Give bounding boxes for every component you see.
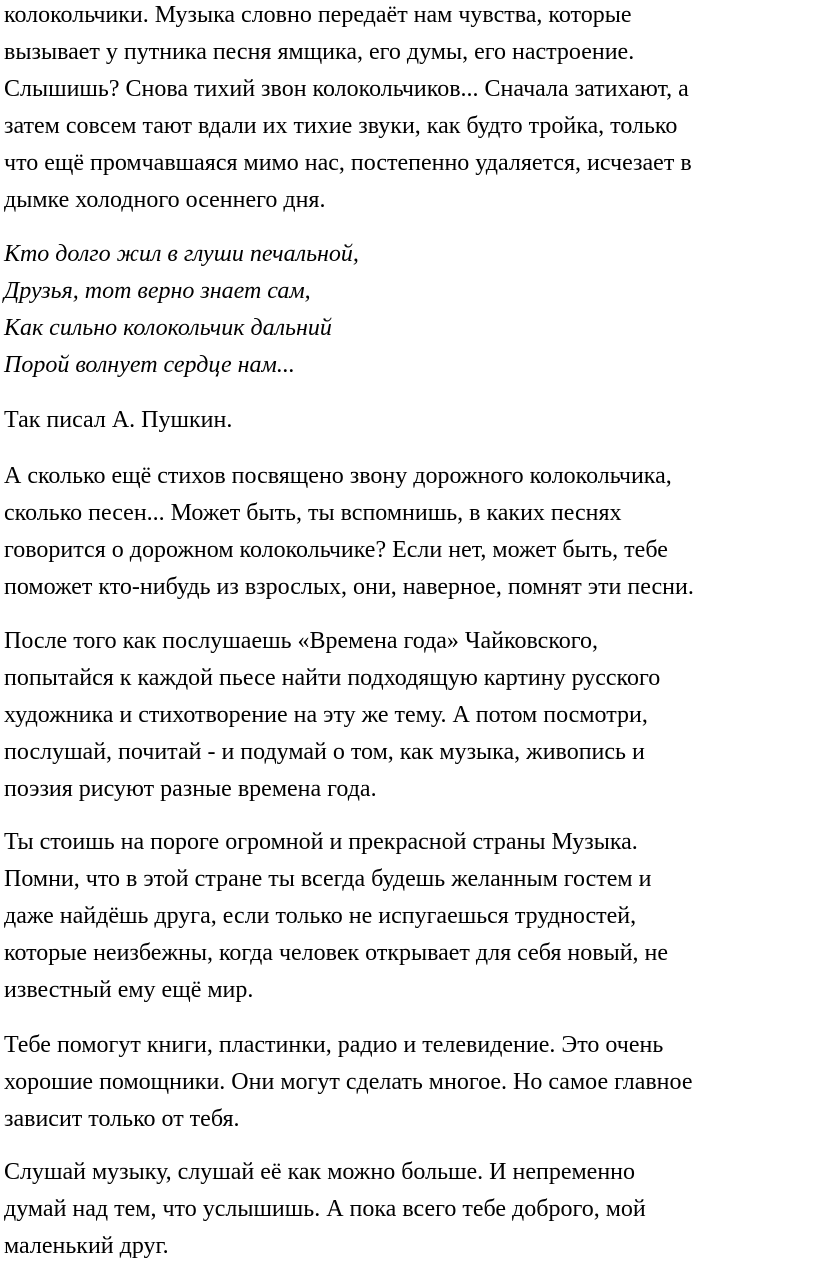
paragraph-farewell	[4, 1154, 816, 1265]
poem-line: Как сильно колокольчик дальний	[4, 315, 332, 341]
text-line: поможет кто-нибудь из взрослых, они, наверное, помнят эти песни.	[4, 574, 694, 600]
text-line: После того как послушаешь «Времена года» Чайковского,	[4, 628, 598, 654]
paragraph-intro	[4, 0, 816, 219]
text-line: Тебе помогут книги, пластинки, радио и телевидение. Это очень	[4, 1032, 664, 1058]
text-line: художника и стихотворение на эту же тему. А потом посмотри,	[4, 702, 648, 728]
text-line: говорится о дорожном колокольчике? Если нет, может быть, тебе	[4, 537, 668, 563]
paragraph-songs	[4, 458, 816, 606]
text-line: сколько песен... Может быть, ты вспомнишь, в каких песнях	[4, 500, 622, 526]
paragraph-threshold	[4, 824, 816, 1009]
text-line: А сколько ещё стихов посвящено звону дорожного колокольчика,	[4, 463, 672, 489]
text-line: даже найдёшь друга, если только не испугаешься трудностей,	[4, 903, 637, 929]
poem-line: Кто долго жил в глуши печальной,	[4, 241, 359, 267]
text-line: попытайся к каждой пьесе найти подходящую картину русского	[4, 665, 661, 691]
text-line: известный ему ещё мир.	[4, 977, 254, 1003]
poem-quatrain	[4, 236, 816, 384]
paragraph-attribution	[4, 402, 816, 439]
paragraph-seasons	[4, 623, 816, 808]
text-line: Так писал А. Пушкин.	[4, 407, 233, 433]
text-line: Помни, что в этой стране ты всегда будешь желанным гостем и	[4, 866, 652, 892]
text-line: Слышишь? Снова тихий звон колокольчиков... Сначала затихают, а	[4, 76, 689, 102]
poem-line: Порой волнует сердце нам...	[4, 352, 295, 378]
poem-line: Друзья, тот верно знает сам,	[4, 278, 311, 304]
text-line: зависит только от тебя.	[4, 1106, 240, 1132]
text-line: затем совсем тают вдали их тихие звуки, как будто тройка, только	[4, 113, 678, 139]
text-line: вызывает у путника песня ямщика, его думы, его настроение.	[4, 39, 635, 65]
paragraph-helpers	[4, 1027, 816, 1138]
text-line: которые неизбежны, когда человек открывает для себя новый, не	[4, 940, 669, 966]
text-line: колокольчики. Музыка словно передаёт нам чувства, которые	[4, 2, 632, 28]
text-line: Слушай музыку, слушай её как можно больше. И непременно	[4, 1159, 636, 1185]
text-line: хорошие помощники. Они могут сделать многое. Но самое главное	[4, 1069, 693, 1095]
text-line: что ещё промчавшаяся мимо нас, постепенно удаляется, исчезает в	[4, 150, 692, 176]
text-line: маленький друг.	[4, 1233, 169, 1259]
text-line: послушай, почитай - и подумай о том, как музыка, живопись и	[4, 739, 645, 765]
text-line: думай над тем, что услышишь. А пока всего тебе доброго, мой	[4, 1196, 646, 1222]
text-line: дымке холодного осеннего дня.	[4, 187, 326, 213]
text-line: Ты стоишь на пороге огромной и прекрасной страны Музыка.	[4, 829, 638, 855]
text-line: поэзия рисуют разные времена года.	[4, 776, 377, 802]
